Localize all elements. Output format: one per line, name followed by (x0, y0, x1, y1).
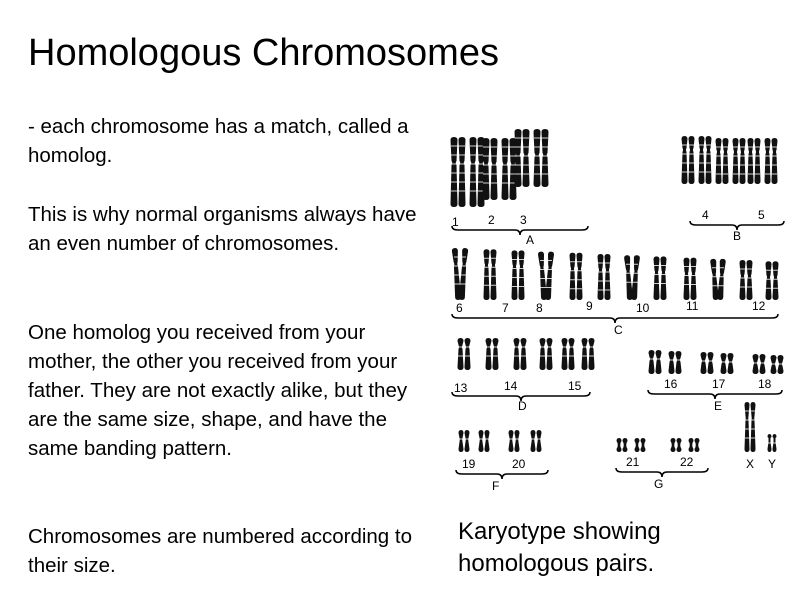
chromosome-5-b (733, 138, 746, 184)
group-letter-F: F (492, 479, 500, 493)
chromosome-number-19: 19 (462, 457, 476, 471)
chromosome-f-0 (459, 430, 470, 452)
chromosome-e-3 (721, 353, 734, 374)
chromosome-g-0 (617, 438, 628, 452)
chromosome-number-10: 10 (636, 301, 650, 315)
chromosome-number-20: 20 (512, 457, 526, 471)
chromosome-f-1 (479, 430, 490, 452)
chromosome-number-6: 6 (456, 301, 463, 315)
chromosome-e-1 (669, 351, 682, 374)
chromosome-4-a (682, 136, 695, 184)
chromosome-d-0 (458, 338, 471, 370)
chromosome-e-0 (649, 350, 662, 374)
chromosome-1-b (470, 137, 485, 207)
chromosome-e-4 (753, 354, 766, 374)
paragraph-even-number: This is why normal organisms always have an even number of chromosomes. (28, 203, 417, 255)
brace-c (452, 314, 778, 323)
group-letter-D: D (518, 399, 527, 413)
chromosome-c-0 (452, 248, 469, 300)
chromosome-number-11: 11 (686, 299, 699, 313)
chromosome-6-b (765, 138, 778, 184)
chromosome-1-a (451, 137, 466, 207)
chromosome-x (745, 402, 756, 452)
chromosome-number-X: X (746, 457, 755, 471)
chromosome-d-5 (582, 338, 595, 370)
chromosome-c-4 (570, 253, 583, 300)
chromosome-c-6 (624, 255, 640, 300)
chromosome-number-5: 5 (758, 208, 765, 222)
chromosome-4-b (699, 136, 712, 184)
chromosome-number-3: 3 (520, 213, 527, 227)
group-letter-C: C (614, 323, 623, 337)
chromosome-3-a (515, 129, 530, 187)
chromosome-c-1 (484, 249, 497, 300)
chromosome-2-b (502, 138, 517, 200)
chromosome-number-22: 22 (680, 455, 694, 469)
chromosome-f-3 (531, 430, 542, 452)
karyotype-caption: Karyotype showing homologous pairs. (458, 518, 661, 577)
chromosome-c-9 (710, 259, 726, 301)
chromosome-number-15: 15 (568, 379, 582, 393)
chromosome-g-1 (635, 438, 646, 452)
chromosome-g-3 (689, 438, 700, 452)
paragraph-numbered: Chromosomes are numbered according to their size. (28, 525, 412, 577)
chromosome-number-9: 9 (586, 299, 593, 313)
chromosome-number-1: 1 (452, 215, 459, 229)
chromosome-3-b (534, 129, 549, 187)
group-letter-E: E (714, 399, 723, 413)
chromosome-g-2 (671, 438, 682, 452)
chromosome-number-18: 18 (758, 377, 772, 391)
chromosome-d-3 (540, 338, 553, 370)
chromosome-drawings (451, 129, 784, 452)
chromosome-c-8 (684, 258, 697, 300)
paragraph-homolog: - each chromosome has a match, called a homolog. (28, 115, 409, 167)
chromosome-number-16: 16 (664, 377, 678, 391)
chromosome-6-a (748, 138, 761, 184)
brace-e (648, 390, 782, 399)
chromosome-c-10 (740, 260, 753, 300)
slide-title: Homologous Chromosomes (28, 32, 499, 74)
chromosome-d-4 (562, 338, 575, 370)
paragraph-parents: One homolog you received from your mother, the other you received from your father. They are not exactly alike, but they are the same size, shape, and have the same banding pattern. (28, 321, 408, 460)
chromosome-number-14: 14 (504, 379, 518, 393)
brace-g (616, 468, 708, 477)
chromosome-d-2 (514, 338, 527, 370)
karyotype-image (440, 112, 790, 502)
group-letter-B: B (733, 229, 742, 243)
chromosome-number-7: 7 (502, 301, 509, 315)
chromosome-number-2: 2 (488, 213, 495, 227)
chromosome-5-a (716, 138, 729, 184)
chromosome-number-Y: Y (768, 457, 777, 471)
chromosome-f-2 (509, 430, 520, 452)
chromosome-number-12: 12 (752, 299, 766, 313)
chromosome-number-21: 21 (626, 455, 640, 469)
group-letter-A: A (526, 233, 535, 247)
chromosome-numbers (452, 208, 776, 471)
chromosome-number-13: 13 (454, 381, 468, 395)
chromosome-e-5 (771, 355, 784, 374)
brace-a (452, 226, 588, 235)
brace-f (456, 470, 548, 479)
group-letter-G: G (654, 477, 664, 491)
chromosome-y (768, 434, 777, 452)
chromosome-number-4: 4 (702, 208, 709, 222)
chromosome-c-5 (598, 254, 611, 300)
chromosome-c-3 (538, 251, 554, 300)
chromosome-number-8: 8 (536, 301, 543, 315)
chromosome-e-2 (701, 352, 714, 374)
chromosome-c-2 (512, 250, 525, 300)
chromosome-2-a (483, 138, 498, 200)
chromosome-c-7 (654, 256, 667, 300)
chromosome-c-11 (766, 261, 779, 300)
chromosome-number-17: 17 (712, 377, 726, 391)
chromosome-d-1 (486, 338, 499, 370)
